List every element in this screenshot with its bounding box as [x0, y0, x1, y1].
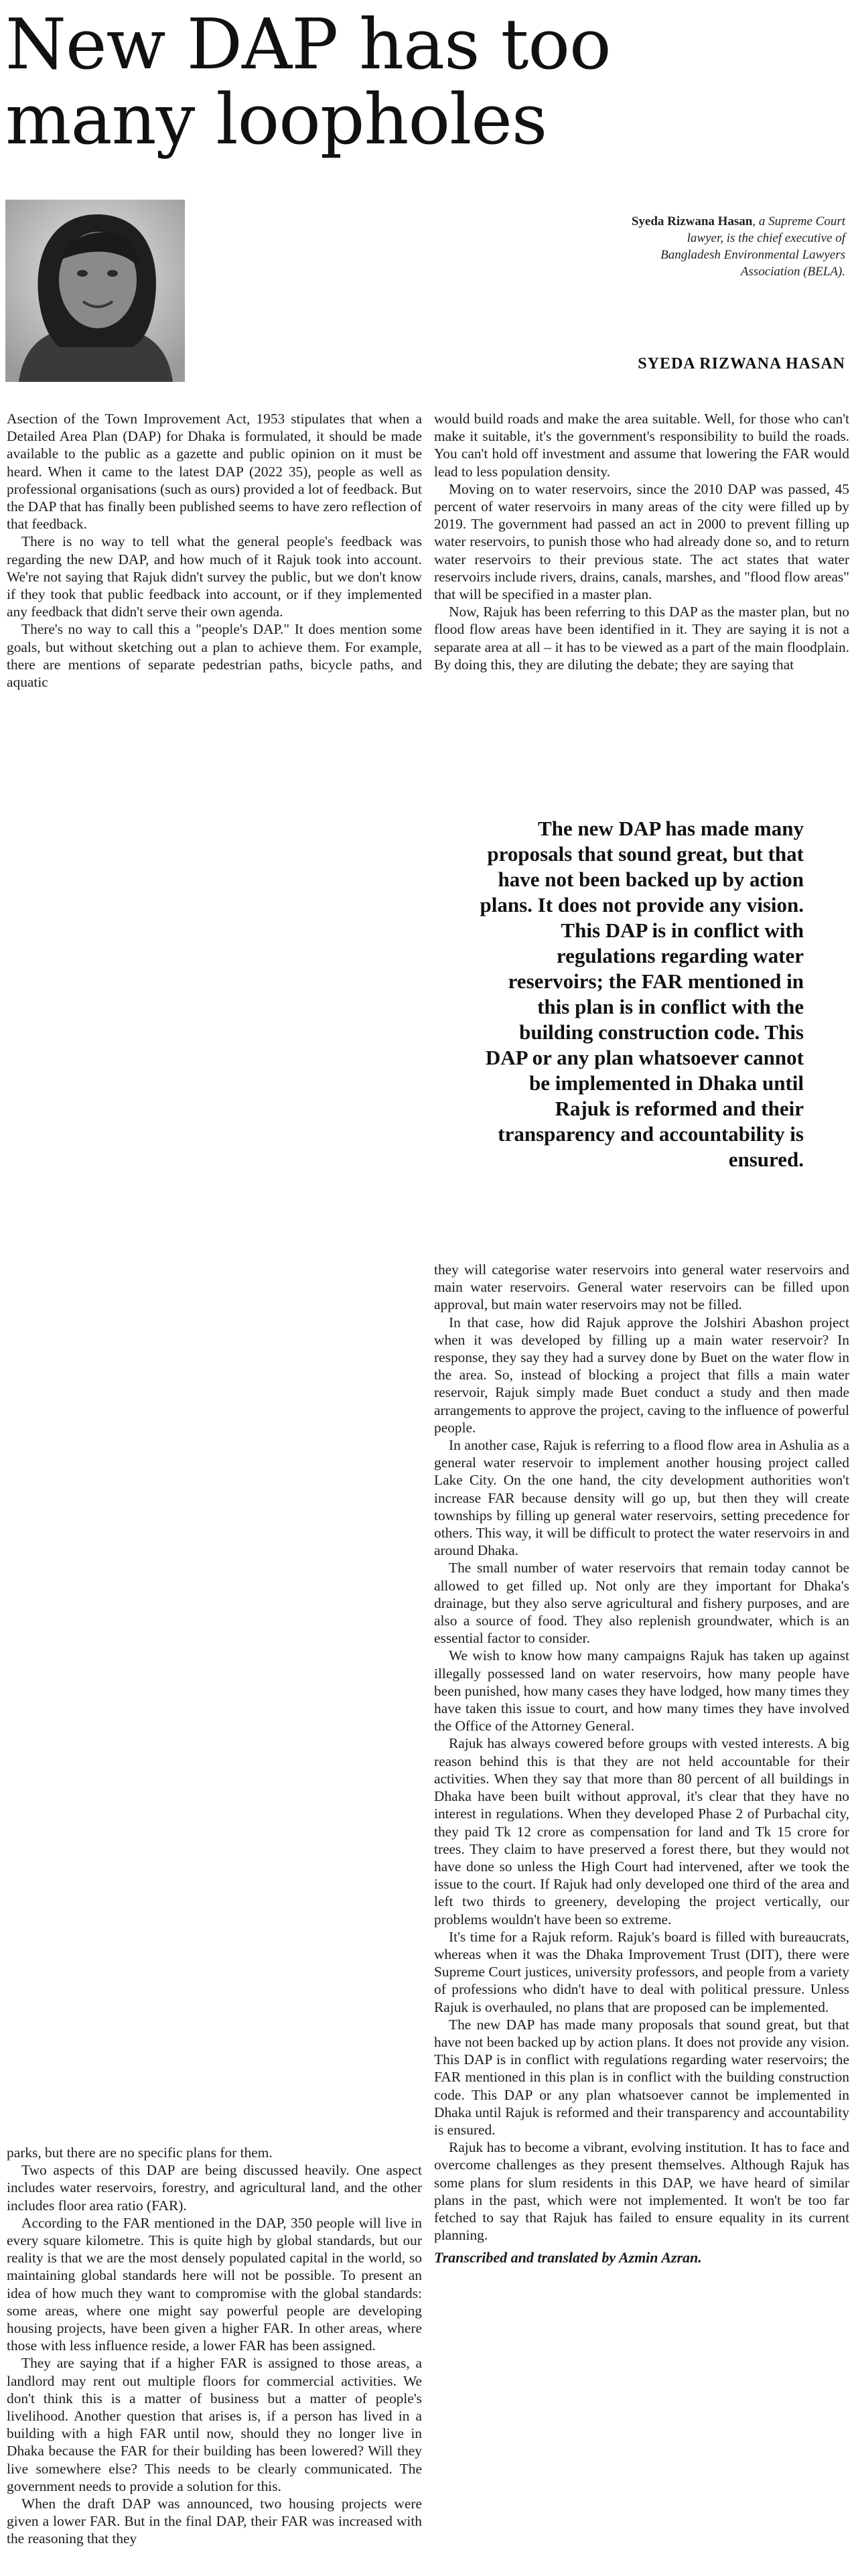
paragraph: Now, Rajuk has been referring to this DAP as the master plan, but no flood flow areas have been identified in it. They are saying it is not a separate area at all – it has to be viewed as a part of the main floodplain. By doing this, they are diluting the debate; they are saying that — [434, 604, 849, 673]
paragraph: Rajuk has to become a vibrant, evolving institution. It has to face and overcome challenges as they present themselves. Although Rajuk has some plans for slum residents in this DAP, we have heard of similar plans in the past, which were not implemented. It won't be too far fetched to say that Rajuk has failed to ensure equality in its current planning. — [434, 2139, 849, 2244]
paragraph: There's no way to call this a "people's DAP." It does mention some goals, but without sketching out a plan to achieve them. For example, there are mentions of separate pedestrian paths, bicycle paths, and aquatic — [7, 621, 422, 691]
paragraph: According to the FAR mentioned in the DAP, 350 people will live in every square kilometre. This is quite high by global standards, but our reality is that we are the most densely populated capital in the world, so maintaining global standards here will not be possible. To present an idea of how much they want to compromise with the global standards: some areas, where one might say powerful people are developing housing projects, have been given a higher FAR. In other areas, where those with less influence reside, a lower FAR has been assigned. — [7, 2214, 422, 2354]
author-bio — [624, 213, 845, 280]
author-portrait-image — [5, 200, 185, 382]
paragraph: When the draft DAP was announced, two housing projects were given a lower FAR. But in the final DAP, their FAR was increased with the reasoning that they — [7, 2496, 422, 2547]
paragraph: The new DAP has made many proposals that sound great, but that have not been backed up by action plans. It does not provide any vision. This DAP is in conflict with regulations regarding water reservoirs; the FAR mentioned in this plan is in conflict with the building construction code. This DAP or any plan whatsoever cannot be implemented in Dhaka until Rajuk is reformed and their transparency and accountability is ensured. — [434, 2016, 849, 2138]
article-headline: New DAP has too many loopholes — [5, 3, 611, 160]
paragraph: Asection of the Town Improvement Act, 1953 stipulates that when a Detailed Area Plan (DAP) for Dhaka is formulated, it should be made available to the public as a gazette and public opinion on it must be heard. When it came to the latest DAP (2022 35), people as well as professional organisations (such as ours) provided a lot of feedback. But the DAP that has finally been published seems to have zero reflection of that feedback. — [7, 411, 422, 533]
paragraph: they will categorise water reservoirs into general water reservoirs and main water reservoirs. General water reservoirs can be filled upon approval, but main water reservoirs may not be filled. — [434, 1262, 849, 1313]
byline: SYEDA RIZWANA HASAN — [638, 355, 845, 372]
paragraph: It's time for a Rajuk reform. Rajuk's board is filled with bureaucrats, whereas when it was the Dhaka Improvement Trust (DIT), there were Supreme Court justices, university professors, and people from a variety of professions who didn't have to deal with political pressure. Unless Rajuk is overhauled, no plans that are proposed can be implemented. — [434, 1928, 849, 2015]
column-left-bottom — [7, 2144, 422, 2548]
bio-name: Syeda Rizwana Hasan — [631, 214, 753, 228]
paragraph: We wish to know how many campaigns Rajuk has taken up against illegally possessed land on water reservoirs, how many people have been punished, how many cases they have lodged, how many times they have taken this issue to court, and how many times they have involved the Office of the Attorney General. — [434, 1647, 849, 1735]
paragraph: In another case, Rajuk is referring to a flood flow area in Ashulia as a general water reservoir to implement another housing project called Lake City. On the one hand, the city development authorities won't increase FAR because density will go up, but then they will create townships by filling up general water reservoirs, setting precedence for others. This way, it will be difficult to protect the water reservoirs in and around Dhaka. — [434, 1437, 849, 1559]
paragraph: They are saying that if a higher FAR is assigned to those areas, a landlord may rent out multiple floors for commercial activities. We don't think this is a matter of business but a matter of people's livelihood. Another question that arises is, if a person has lived in a building with a high FAR until now, should they no longer live in Dhaka because the FAR for their building has been lowered? Will they live somewhere else? This needs to be clearly communicated. The government needs to provide a solution for this. — [7, 2355, 422, 2494]
translation-credit: Transcribed and translated by Azmin Azran. — [434, 2249, 702, 2266]
paragraph: The small number of water reservoirs that remain today cannot be allowed to get filled up. Not only are they important for Dhaka's drainage, but they also serve agricultural and fishery purposes, and are also a source of food. They also replenish groundwater, which is an essential factor to consider. — [434, 1560, 849, 1647]
paragraph: In that case, how did Rajuk approve the Jolshiri Abashon project when it was developed by filling up a main water reservoir? In response, they say they had a survey done by Buet on the water flow in the area. So, instead of blocking a project that fills a main water reservoir, Rajuk simply made Buet conduct a study and then made arrangements to approve the project, caving to the influence of powerful people. — [434, 1314, 849, 1436]
pull-quote: The new DAP has made many proposals that sound great, but that have not been backed up by action plans. It does not provide any vision. This DAP is in conflict with regulations regarding water reservoirs; the FAR mentioned in this plan is in conflict with the building construction code. This DAP or any plan whatsoever cannot be implemented in Dhaka until Rajuk is reformed and their transparency and accountability is ensured. — [480, 817, 804, 1171]
author-photo — [5, 200, 185, 382]
paragraph: would build roads and make the area suitable. Well, for those who can't make it suitable, it's the government's responsibility to build the roads. You can't hold off investment and assume that lowering the FAR would lead to less population density. — [434, 411, 849, 480]
column-left-top — [7, 410, 422, 691]
paragraph: Moving on to water reservoirs, since the 2010 DAP was passed, 45 percent of water reservoirs in many areas of the city were filled up by 2019. The government had passed an act in 2000 to prevent filling up water reservoirs, to punish those who had already done so, and to return water reservoirs to their previous state. The act states that water reservoirs include rivers, drains, canals, marshes, and "flood flow areas" that will be specified in a master plan. — [434, 480, 849, 603]
bio-description: , a Supreme Court lawyer, is the chief executive of Bangladesh Environmental Lawyers Association (BELA). — [660, 214, 845, 279]
paragraph: Two aspects of this DAP are being discussed heavily. One aspect includes water reservoirs, forestry, and agricultural land, and the other includes floor area ratio (FAR). — [7, 2162, 422, 2214]
paragraph: There is no way to tell what the general people's feedback was regarding the new DAP, and how much of it Rajuk took into account. We're not saying that Rajuk didn't survey the public, but we don't know if they took that public feedback into account, or if they implemented any feedback that didn't serve their own agenda. — [7, 533, 422, 620]
paragraph: parks, but there are no specific plans for them. — [7, 2145, 273, 2161]
column-right-top — [434, 410, 849, 673]
paragraph: Rajuk has always cowered before groups with vested interests. A big reason behind this is that they are not held accountable for their activities. When they say that more than 80 percent of all buildings in Dhaka have been built without approval, it's clear that they have no interest in regulations. When they developed Phase 2 of Purbachal city, they paid Tk 12 crore as compensation for land and Tk 15 crore for trees. They claim to have preserved a forest there, but they would not have done so unless the High Court had intervened, after we took the issue to the court. If Rajuk had only developed one third of the area and left two thirds to greenery, developing the project vertically, our problems wouldn't have been so extreme. — [434, 1735, 849, 1927]
column-right-bottom — [434, 1261, 849, 2267]
